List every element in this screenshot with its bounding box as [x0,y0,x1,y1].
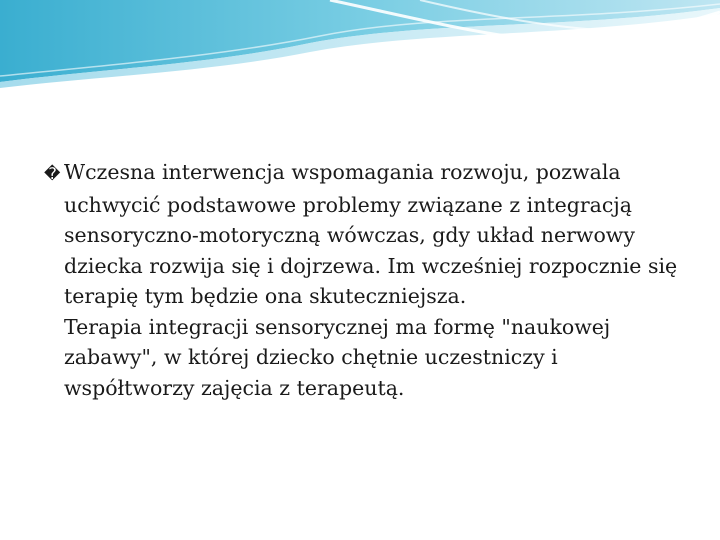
bullet-icon: � [44,164,61,183]
slide-body-text [44,157,694,403]
paragraph-2-text: Terapia integracji sensorycznej ma formę "naukowej zabawy", w której dziecko chętnie uczestniczy i współtworzy zajęcia z terapeutą. [64,314,611,400]
header-wave-decoration [0,0,720,90]
paragraph-1 [44,157,694,312]
paragraph-2 [44,312,694,404]
paragraph-1-text: Wczesna interwencja wspomagania rozwoju, pozwala uchwycić podstawowe problemy związane z integracją sensoryczno-motoryczną wówczas, gdy układ nerwowy dziecka rozwija się i dojrzewa. Im wcześniej rozpocznie się terapię tym będzie ona skuteczniejsza. [64,160,678,308]
